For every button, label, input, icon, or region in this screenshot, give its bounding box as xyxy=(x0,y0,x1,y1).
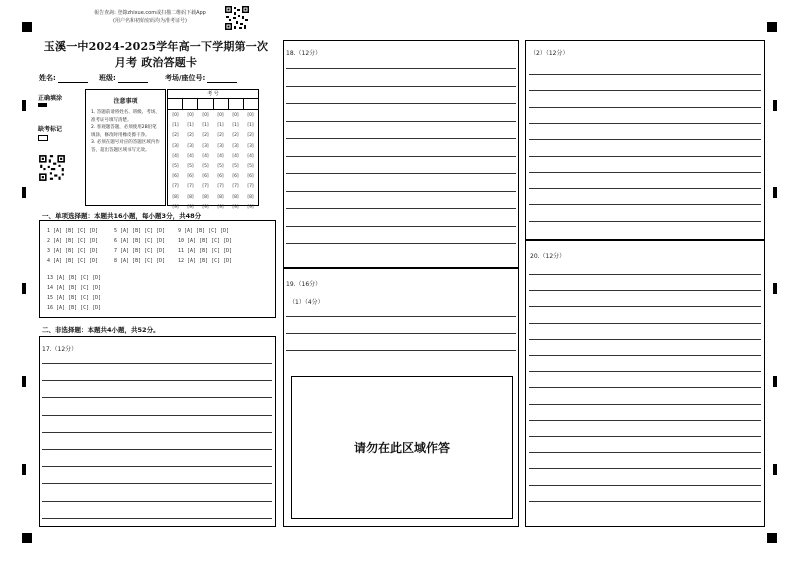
exam-digit-bubble[interactable]: [4] xyxy=(202,153,209,159)
exam-digit-bubble[interactable]: [8] xyxy=(187,194,194,200)
mc-question-row[interactable]: 2 [A] [B] [C] [D] xyxy=(47,238,99,244)
exam-digit-bubble[interactable]: [9] xyxy=(172,204,179,210)
exam-digit-bubble[interactable]: [2] xyxy=(187,133,194,139)
exam-digit-bubble[interactable]: [1] xyxy=(187,123,194,129)
exam-digit-column[interactable] xyxy=(198,110,213,213)
answer-line xyxy=(42,449,272,450)
exam-digit-bubble[interactable]: [9] xyxy=(247,204,254,210)
exam-digit-bubble[interactable]: [0] xyxy=(187,113,194,118)
exam-digit-bubble[interactable]: [3] xyxy=(232,143,239,149)
exam-number-write-boxes[interactable] xyxy=(168,99,258,110)
exam-digit-column[interactable] xyxy=(213,110,228,213)
answer-line xyxy=(286,350,516,351)
exam-digit-bubble[interactable]: [4] xyxy=(217,153,224,159)
exam-digit-bubble[interactable]: [9] xyxy=(232,204,239,210)
exam-digit-bubble[interactable]: [1] xyxy=(172,123,179,129)
q20-answer-box[interactable] xyxy=(525,240,765,527)
answer-line xyxy=(529,74,761,75)
timing-mark xyxy=(773,283,777,294)
timing-mark xyxy=(773,376,777,387)
mc-question-row[interactable]: 6 [A] [B] [C] [D] xyxy=(114,238,166,244)
answer-line xyxy=(529,90,761,91)
answer-line xyxy=(529,123,761,124)
answer-line xyxy=(286,68,516,69)
answer-line xyxy=(529,452,761,453)
answer-line xyxy=(529,139,761,140)
corner-mark-tl xyxy=(22,22,32,32)
exam-digit-bubble[interactable]: [4] xyxy=(187,153,194,159)
exam-digit-bubble[interactable]: [7] xyxy=(172,184,179,190)
exam-digit-bubble[interactable]: [4] xyxy=(172,153,179,159)
exam-digit-bubble[interactable]: [8] xyxy=(247,194,254,200)
exam-digit-bubble[interactable]: [7] xyxy=(202,184,209,190)
exam-digit-bubble[interactable]: [2] xyxy=(232,133,239,139)
exam-digit-bubble[interactable]: [4] xyxy=(247,153,254,159)
exam-number-bubbles[interactable] xyxy=(168,110,258,213)
exam-digit-bubble[interactable]: [2] xyxy=(217,133,224,139)
exam-digit-bubble[interactable]: [6] xyxy=(187,174,194,180)
corner-mark-tr xyxy=(767,22,777,32)
answer-line xyxy=(286,173,516,174)
answer-line xyxy=(529,436,761,437)
answer-line xyxy=(529,387,761,388)
mc-answer-box xyxy=(39,220,276,318)
answer-line xyxy=(529,188,761,189)
fill-example-label: 正确填涂 xyxy=(38,95,63,102)
notice-item: 2. 客观题答题，必须使用2B铅笔填涂，修改时用橡皮擦干净。 xyxy=(91,125,157,138)
answer-line xyxy=(42,432,272,433)
timing-mark xyxy=(22,464,26,475)
notice-box xyxy=(85,89,166,206)
section2-title: 二、非选择题：本题共4小题，共52分。 xyxy=(42,326,160,334)
answer-line xyxy=(529,485,761,486)
exam-digit-bubble[interactable]: [0] xyxy=(202,113,209,118)
answer-line xyxy=(42,466,272,467)
q19-part2-label: （2）（12分） xyxy=(530,50,569,57)
answer-line xyxy=(42,380,272,381)
seat-field[interactable] xyxy=(165,73,237,83)
absent-mark-label: 缺考标记 xyxy=(38,126,63,133)
answer-line xyxy=(529,221,761,222)
notice-item: 1. 答题前请将姓名、班级、考场、准考证号填写清楚。 xyxy=(91,110,160,123)
mc-question-row[interactable]: 10 [A] [B] [C] [D] xyxy=(178,238,233,244)
corner-mark-bl xyxy=(22,533,32,543)
exam-digit-bubble[interactable]: [5] xyxy=(217,164,224,170)
answer-line xyxy=(286,243,516,244)
answer-line xyxy=(286,333,516,334)
exam-digit-bubble[interactable]: [3] xyxy=(202,143,209,149)
exam-digit-bubble[interactable]: [1] xyxy=(202,123,209,129)
exam-digit-bubble[interactable]: [5] xyxy=(202,164,209,170)
answer-line xyxy=(286,316,516,317)
exam-digit-bubble[interactable]: [3] xyxy=(172,143,179,149)
q19-part1-label: （1）（4分） xyxy=(289,299,324,306)
mc-question-row[interactable]: 15 [A] [B] [C] [D] xyxy=(47,295,102,301)
answer-line xyxy=(529,404,761,405)
exam-digit-bubble[interactable]: [1] xyxy=(247,123,254,129)
exam-digit-bubble[interactable]: [0] xyxy=(247,113,254,118)
exam-digit-bubble[interactable]: [6] xyxy=(217,174,224,180)
mc-question-row[interactable]: 14 [A] [B] [C] [D] xyxy=(47,285,102,291)
class-field[interactable] xyxy=(99,73,148,83)
absent-checkbox[interactable] xyxy=(38,135,48,141)
exam-digit-bubble[interactable]: [6] xyxy=(247,174,254,180)
exam-digit-bubble[interactable]: [3] xyxy=(247,143,254,149)
exam-number-grid xyxy=(167,89,259,210)
timing-mark xyxy=(773,100,777,111)
notice-item: 3. 必须在题号对应的答题区域内作答，超出答题区域书写无效。 xyxy=(91,140,160,153)
exam-digit-bubble[interactable]: [8] xyxy=(232,194,239,200)
exam-digit-bubble[interactable]: [9] xyxy=(187,204,194,210)
exam-digit-bubble[interactable]: [0] xyxy=(172,113,179,118)
answer-line xyxy=(529,355,761,356)
mc-question-row[interactable]: 16 [A] [B] [C] [D] xyxy=(47,305,102,311)
answer-line xyxy=(286,156,516,157)
answer-line xyxy=(42,415,272,416)
page-title: 玉溪一中2024-2025学年高一下学期第一次月考 政治答题卡 xyxy=(43,40,269,69)
answer-line xyxy=(286,191,516,192)
answer-line xyxy=(529,107,761,108)
mc-question-row[interactable]: 1 [A] [B] [C] [D] xyxy=(47,228,99,234)
answer-line xyxy=(529,371,761,372)
timing-mark xyxy=(773,187,777,198)
answer-line xyxy=(42,501,272,502)
mc-question-row[interactable]: 13 [A] [B] [C] [D] xyxy=(47,275,102,281)
mc-question-row[interactable]: 4 [A] [B] [C] [D] xyxy=(47,258,99,264)
exam-number-title: 考 号 xyxy=(168,90,258,99)
exam-digit-bubble[interactable]: [7] xyxy=(217,184,224,190)
exam-digit-bubble[interactable]: [5] xyxy=(187,164,194,170)
mc-question-row[interactable]: 8 [A] [B] [C] [D] xyxy=(114,258,166,264)
exam-digit-bubble[interactable]: [2] xyxy=(247,133,254,139)
answer-line xyxy=(286,138,516,139)
answer-line xyxy=(529,306,761,307)
header-note-line2: (用户名和初始密码均为准考证号) xyxy=(113,18,187,24)
timing-mark xyxy=(22,283,26,294)
header-note-line1: 報告查詢: 登錄zhixue.com或扫描二维码下载App xyxy=(94,10,206,16)
answer-line xyxy=(529,172,761,173)
answer-line xyxy=(529,156,761,157)
exam-digit-column[interactable] xyxy=(183,110,198,213)
mc-question-row[interactable]: 12 [A] [B] [C] [D] xyxy=(178,258,233,264)
exam-digit-bubble[interactable]: [8] xyxy=(217,194,224,200)
q19-part2-answer-box[interactable] xyxy=(525,40,765,240)
class-label: 班级: xyxy=(99,74,116,82)
answer-line xyxy=(42,483,272,484)
exam-digit-column[interactable] xyxy=(228,110,243,213)
answer-line xyxy=(286,208,516,209)
exam-digit-bubble[interactable]: [2] xyxy=(202,133,209,139)
answer-line xyxy=(529,501,761,502)
exam-digit-bubble[interactable]: [7] xyxy=(247,184,254,190)
exam-digit-bubble[interactable]: [3] xyxy=(217,143,224,149)
exam-digit-column[interactable] xyxy=(168,110,183,213)
q20-label: 20.（12分） xyxy=(530,253,566,260)
answer-line xyxy=(529,323,761,324)
answer-line xyxy=(529,204,761,205)
mc-question-row[interactable]: 7 [A] [B] [C] [D] xyxy=(114,248,166,254)
timing-mark xyxy=(22,100,26,111)
q18-answer-box[interactable] xyxy=(283,40,519,268)
exam-digit-bubble[interactable]: [2] xyxy=(172,133,179,139)
answer-line xyxy=(286,121,516,122)
exam-digit-bubble[interactable]: [8] xyxy=(202,194,209,200)
exam-digit-bubble[interactable]: [7] xyxy=(187,184,194,190)
answer-line xyxy=(286,103,516,104)
exam-digit-bubble[interactable]: [0] xyxy=(232,113,239,118)
q17-label: 17.（12分） xyxy=(42,346,78,353)
corner-mark-br xyxy=(767,533,777,543)
timing-mark xyxy=(773,464,777,475)
exam-digit-bubble[interactable]: [1] xyxy=(232,123,239,129)
no-answer-zone: 请勿在此区域作答 xyxy=(291,376,513,519)
timing-mark xyxy=(22,187,26,198)
answer-line xyxy=(42,363,272,364)
answer-line xyxy=(286,86,516,87)
exam-digit-bubble[interactable]: [9] xyxy=(217,204,224,210)
name-field[interactable] xyxy=(39,73,88,83)
fill-example-mark xyxy=(38,103,47,107)
exam-digit-bubble[interactable]: [5] xyxy=(247,164,254,170)
qr-code-icon xyxy=(224,5,250,31)
q18-label: 18.（12分） xyxy=(286,50,322,57)
answer-line xyxy=(529,290,761,291)
exam-digit-bubble[interactable]: [0] xyxy=(217,113,224,118)
name-label: 姓名: xyxy=(39,74,56,82)
exam-digit-bubble[interactable]: [3] xyxy=(187,143,194,149)
answer-line xyxy=(529,339,761,340)
exam-digit-bubble[interactable]: [6] xyxy=(202,174,209,180)
answer-line xyxy=(529,274,761,275)
mc-question-row[interactable]: 5 [A] [B] [C] [D] xyxy=(114,228,166,234)
mc-question-row[interactable]: 9 [A] [B] [C] [D] xyxy=(178,228,230,234)
answer-line xyxy=(42,397,272,398)
exam-digit-bubble[interactable]: [6] xyxy=(172,174,179,180)
answer-line xyxy=(42,518,272,519)
exam-digit-bubble[interactable]: [6] xyxy=(232,174,239,180)
section1-title: 一、单项选择题：本题共16小题，每小题3分，共48分 xyxy=(42,212,202,220)
exam-digit-column[interactable] xyxy=(243,110,258,213)
exam-digit-bubble[interactable]: [5] xyxy=(232,164,239,170)
exam-digit-bubble[interactable]: [7] xyxy=(232,184,239,190)
timing-mark xyxy=(22,376,26,387)
answer-line xyxy=(286,226,516,227)
mc-question-row[interactable]: 11 [A] [B] [C] [D] xyxy=(178,248,233,254)
q19-label: 19.（16分） xyxy=(286,281,322,288)
exam-digit-bubble[interactable]: [9] xyxy=(202,204,209,210)
answer-line xyxy=(529,420,761,421)
exam-digit-bubble[interactable]: [1] xyxy=(217,123,224,129)
exam-digit-bubble[interactable]: [8] xyxy=(172,194,179,200)
exam-digit-bubble[interactable]: [5] xyxy=(172,164,179,170)
notice-title: 注意事项 xyxy=(113,98,138,105)
mc-question-row[interactable]: 3 [A] [B] [C] [D] xyxy=(47,248,99,254)
header-note xyxy=(60,9,240,25)
answer-line xyxy=(529,468,761,469)
exam-digit-bubble[interactable]: [4] xyxy=(232,153,239,159)
seat-label: 考场/座位号: xyxy=(165,74,206,82)
qr-code-icon xyxy=(38,154,66,182)
